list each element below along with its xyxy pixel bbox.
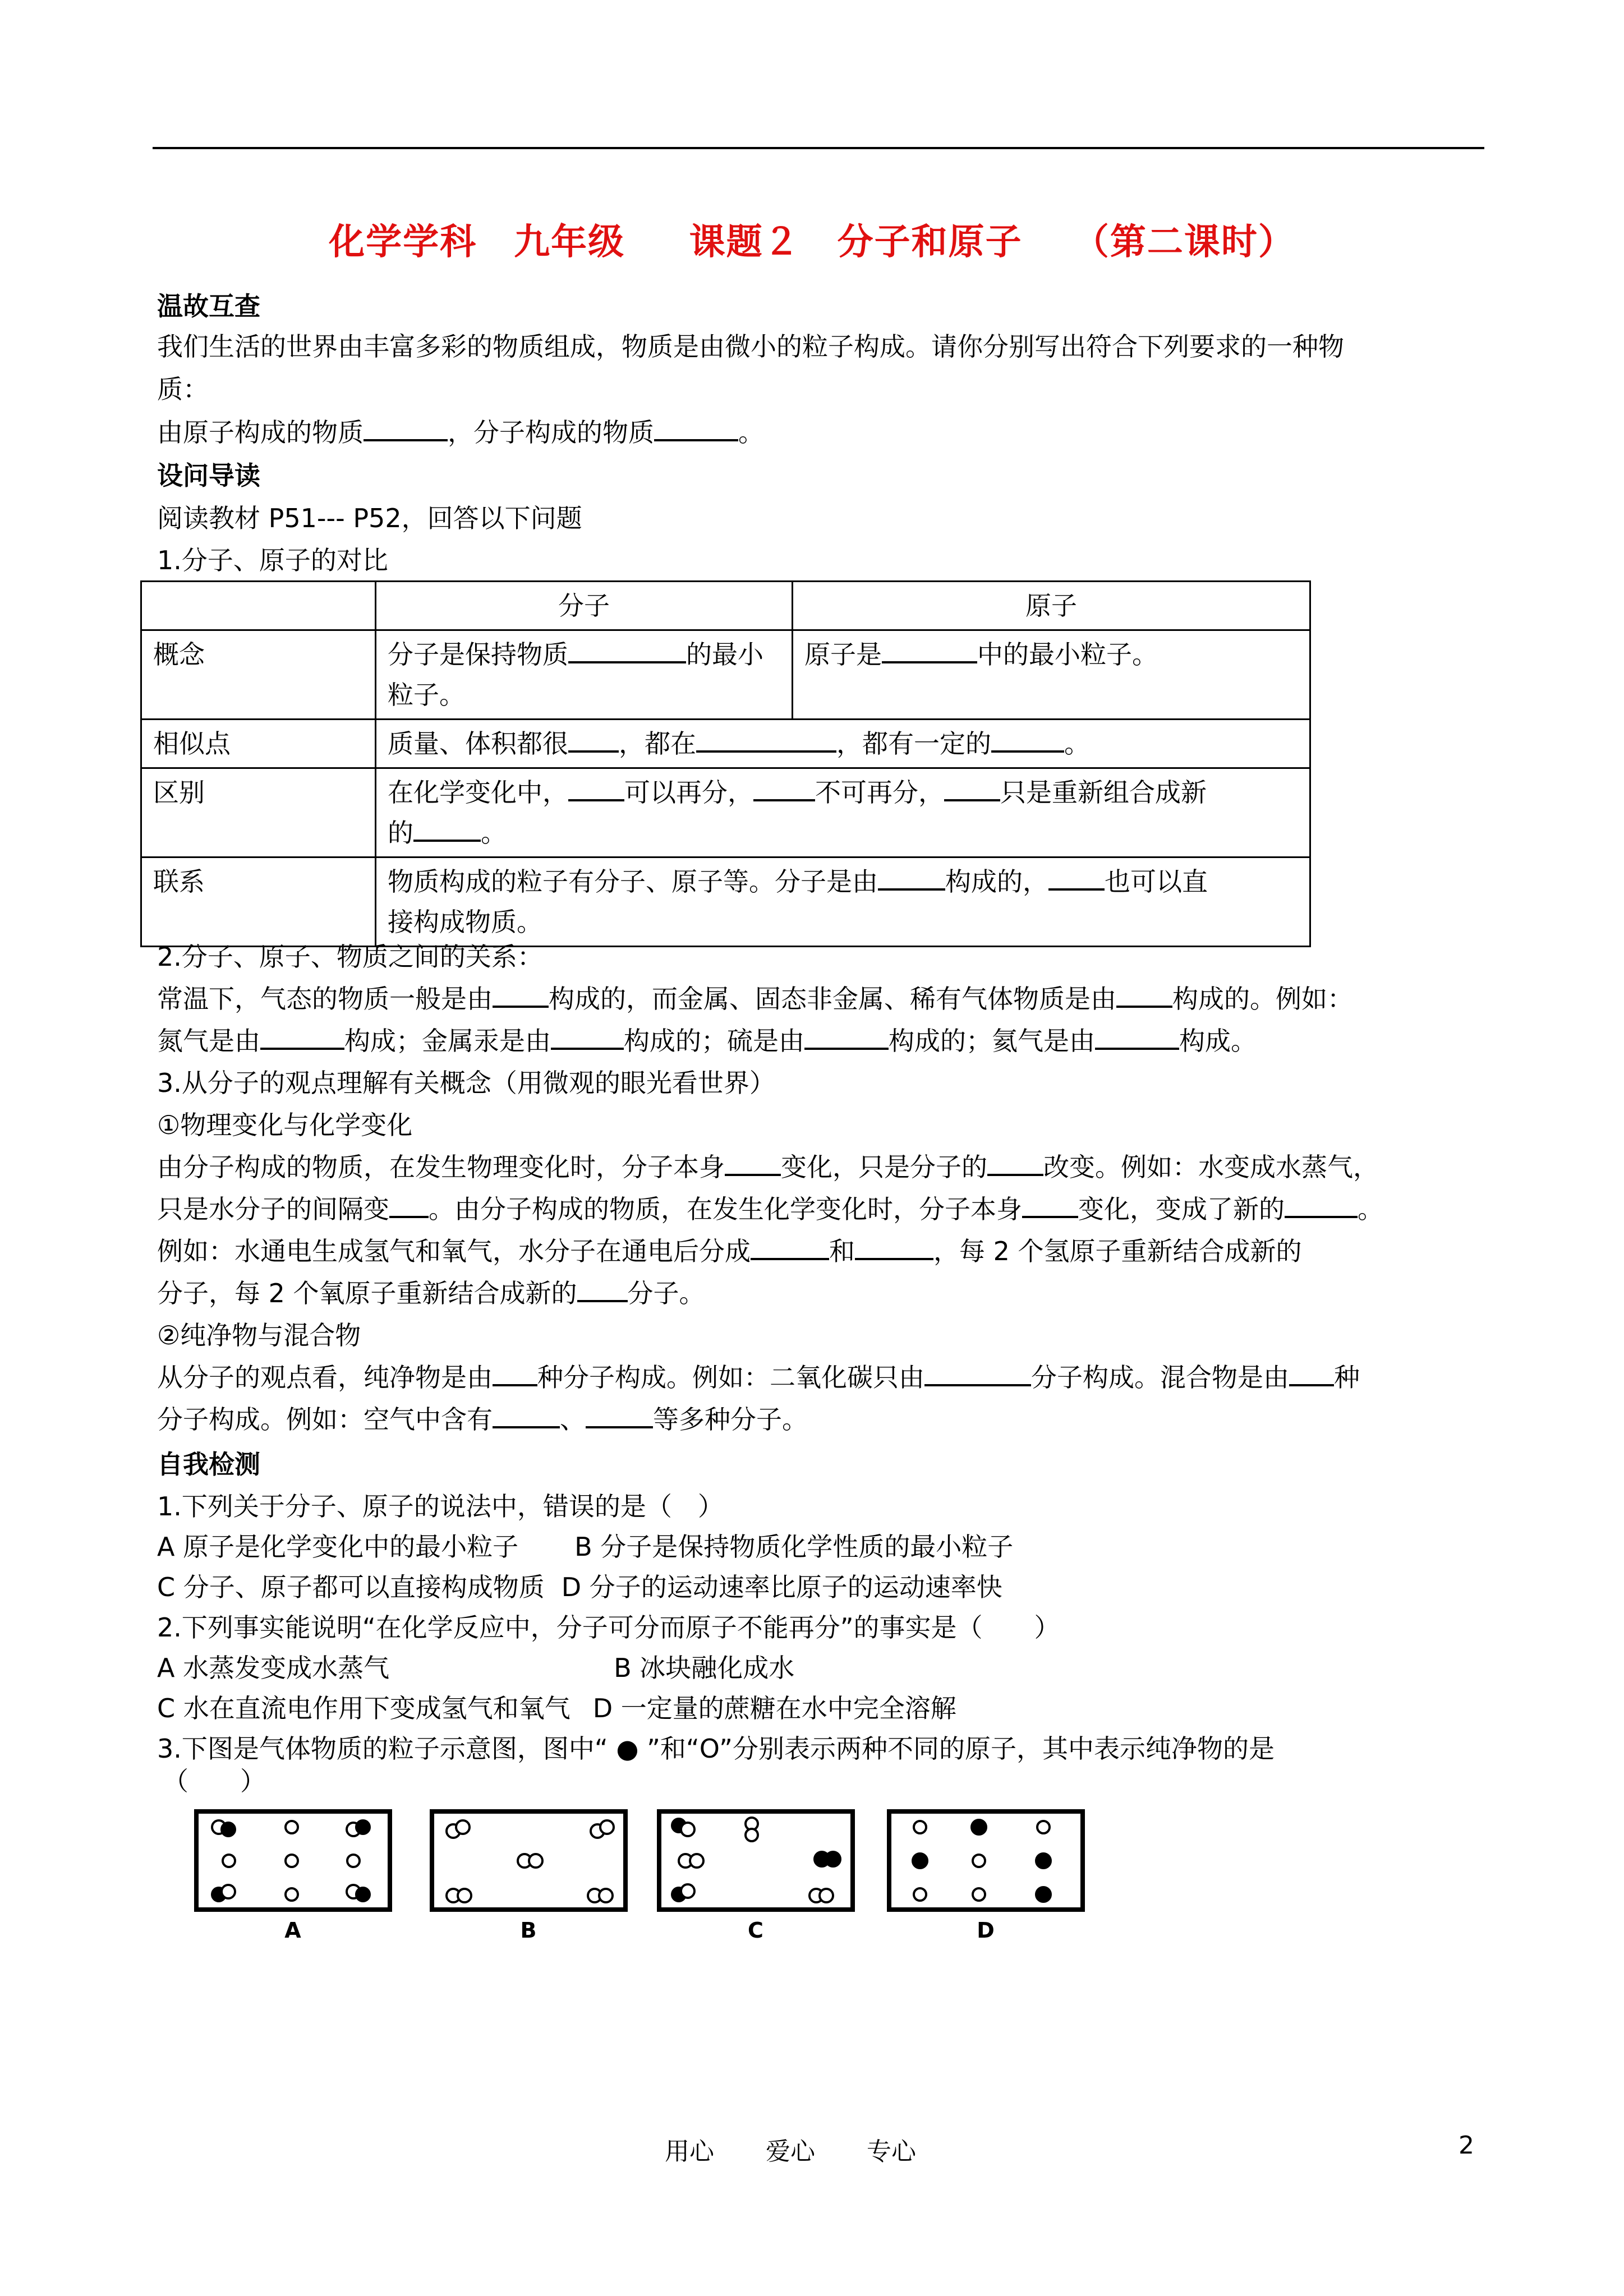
review-text-1: 我们生活的世界由丰富多彩的物质组成，物质是由微小的粒子构成。请你分别写出符合下列要求的一种物 <box>157 331 1344 362</box>
text: 例如：水通电生成氢气和氧气，水分子在通电后分成 <box>157 1236 751 1266</box>
answer-blank[interactable] <box>725 1151 781 1176</box>
answer-blank[interactable] <box>364 417 448 441</box>
text: 种分子构成。例如：二氧化碳只由 <box>537 1362 924 1393</box>
q2-line-2 <box>157 1021 1257 1061</box>
answer-blank[interactable] <box>753 777 815 801</box>
text: 构成的，而金属、固态非金属、稀有气体物质是由 <box>549 984 1116 1014</box>
figure-label-d: D <box>977 1918 995 1943</box>
option-d[interactable]: D 一定量的蔗糖在水中完全溶解 <box>592 1693 956 1723</box>
text: 。 <box>1064 729 1090 759</box>
test-2-question: 2.下列事实能说明“在化学反应中，分子可分而原子不能再分”的事实是（ ） <box>157 1612 1060 1643</box>
comparison-table <box>140 580 1311 947</box>
answer-blank[interactable] <box>882 639 977 663</box>
figure-label-b: B <box>520 1918 537 1943</box>
answer-blank[interactable] <box>804 1025 889 1050</box>
answer-blank[interactable] <box>413 817 481 842</box>
answer-blank[interactable] <box>1116 983 1172 1008</box>
text: 构成的。例如： <box>1172 984 1353 1014</box>
q3-line-2 <box>157 1189 1383 1229</box>
text: 。 <box>481 818 507 848</box>
text: 原子是 <box>804 639 882 670</box>
row-label-similar: 相似点 <box>141 720 376 768</box>
answer-blank[interactable] <box>586 1404 653 1428</box>
figure-label-a: A <box>284 1918 301 1943</box>
text: 的 <box>388 818 413 848</box>
text: 只是水分子的间隔变 <box>157 1194 389 1224</box>
row-label-diff: 区别 <box>141 768 376 857</box>
text: 中的最小粒子。 <box>977 639 1158 670</box>
text: 只是重新组合成新 <box>1000 777 1207 808</box>
option-c[interactable]: C 分子、原子都可以直接构成物质 <box>157 1572 545 1602</box>
test-1-options-ab <box>157 1527 1013 1567</box>
answer-blank[interactable] <box>991 728 1064 753</box>
answer-blank[interactable] <box>924 1362 1031 1386</box>
text: 在化学变化中， <box>388 777 568 808</box>
text: 分子构成。例如：空气中含有 <box>157 1404 493 1435</box>
footer-word-2: 爱心 <box>766 2137 815 2166</box>
answer-blank[interactable] <box>577 1278 628 1302</box>
text: 粒子。 <box>388 680 465 710</box>
answer-blank[interactable] <box>493 1362 537 1386</box>
table-cell <box>376 768 1310 857</box>
figure-label-c: C <box>748 1918 763 1943</box>
text: ，都有一定的 <box>836 729 991 759</box>
text: 也可以直 <box>1105 866 1208 897</box>
answer-blank[interactable] <box>696 728 836 753</box>
answer-blank[interactable] <box>878 866 945 891</box>
answer-blank[interactable] <box>1048 866 1105 891</box>
text: 构成。 <box>1179 1026 1257 1056</box>
table-cell <box>376 857 1310 947</box>
text: 。由分子构成的物质，在发生化学变化时，分子本身 <box>429 1194 1022 1224</box>
text: 、 <box>560 1404 586 1435</box>
table-row <box>141 720 1310 768</box>
answer-blank[interactable] <box>493 1404 560 1428</box>
q3-heading: 3.从分子的观点理解有关概念（用微观的眼光看世界） <box>157 1068 775 1098</box>
header-rule <box>153 147 1484 149</box>
text: 分子构成。混合物是由 <box>1031 1362 1289 1393</box>
q2-heading: 2.分子、原子、物质之间的关系： <box>157 942 543 972</box>
q3-sub-heading-2: ②纯净物与混合物 <box>157 1320 361 1350</box>
text: ，分子构成的物质 <box>448 417 654 448</box>
text: 不可再分， <box>815 777 944 808</box>
row-label-concept: 概念 <box>141 630 376 720</box>
text: 由原子构成的物质 <box>157 417 364 448</box>
option-a[interactable]: A 原子是化学变化中的最小粒子 <box>157 1532 519 1562</box>
row-label-link: 联系 <box>141 857 376 947</box>
q3-line-5 <box>157 1357 1360 1398</box>
text: 构成的；硫是由 <box>624 1026 804 1056</box>
option-c[interactable]: C 水在直流电作用下变成氢气和氧气 <box>157 1693 571 1723</box>
answer-blank[interactable] <box>855 1235 933 1260</box>
footer-word-3: 专心 <box>867 2137 916 2166</box>
table-cell <box>376 720 1310 768</box>
page-title: 化学学科 九年级 课题２ 分子和原子 （第二课时） <box>329 222 1295 263</box>
q3-sub-heading-1: ①物理变化与化学变化 <box>157 1110 413 1140</box>
option-a[interactable]: A 水蒸发变成水蒸气 <box>157 1653 390 1683</box>
review-question <box>157 412 764 453</box>
text: ，都在 <box>619 729 696 759</box>
text: 物质构成的粒子有分子、原子等。分子是由 <box>388 866 878 897</box>
table-header-molecule: 分子 <box>376 582 793 630</box>
table-row <box>141 630 1310 720</box>
option-b[interactable]: B 冰块融化成水 <box>614 1653 795 1683</box>
table-cell <box>793 630 1310 720</box>
option-d[interactable]: D 分子的运动速率比原子的运动速率快 <box>561 1572 1002 1602</box>
section-review-heading: 温故互查 <box>157 291 260 321</box>
text: 。 <box>1358 1194 1383 1224</box>
answer-blank[interactable] <box>568 728 619 753</box>
guide-read: 阅读教材 P51--- P52，回答以下问题 <box>157 503 582 533</box>
footer-word-1: 用心 <box>665 2137 714 2166</box>
table-row <box>141 582 1310 630</box>
section-guide-heading: 设问导读 <box>157 460 260 491</box>
answer-blank[interactable] <box>987 1151 1043 1176</box>
test-1-question: 1.下列关于分子、原子的说法中，错误的是（ ） <box>157 1491 724 1522</box>
answer-blank[interactable] <box>1095 1025 1179 1050</box>
answer-blank[interactable] <box>551 1025 624 1050</box>
answer-blank[interactable] <box>493 983 549 1008</box>
text: 和 <box>829 1236 855 1266</box>
text: 等多种分子。 <box>653 1404 808 1435</box>
answer-blank[interactable] <box>654 417 738 441</box>
text: 种 <box>1334 1362 1360 1393</box>
answer-blank[interactable] <box>568 639 686 663</box>
q1-heading: 1.分子、原子的对比 <box>157 545 388 575</box>
review-text-2: 质： <box>157 374 209 404</box>
q3-line-6 <box>157 1399 808 1440</box>
q3-line-1 <box>157 1147 1379 1187</box>
table-row <box>141 857 1310 947</box>
text: 分子，每 2 个氧原子重新结合成新的 <box>157 1278 577 1308</box>
answer-blank[interactable] <box>1022 1193 1078 1218</box>
table-cell <box>141 582 376 630</box>
text: 氮气是由 <box>157 1026 260 1056</box>
table-cell <box>376 630 793 720</box>
text: 构成的， <box>945 866 1048 897</box>
answer-blank[interactable] <box>260 1025 344 1050</box>
q3-line-4 <box>157 1273 705 1313</box>
text: 分子。 <box>627 1278 705 1308</box>
q3-line-3 <box>157 1231 1302 1271</box>
text: 可以再分， <box>624 777 753 808</box>
text: 变化，变成了新的 <box>1078 1194 1285 1224</box>
text: 的最小 <box>686 639 763 670</box>
answer-blank[interactable] <box>751 1235 829 1260</box>
answer-blank[interactable] <box>389 1193 429 1218</box>
text: 由分子构成的物质，在发生物理变化时，分子本身 <box>157 1152 725 1182</box>
test-1-options-cd <box>157 1567 1002 1607</box>
option-b[interactable]: B 分子是保持物质化学性质的最小粒子 <box>574 1532 1014 1562</box>
page-number: 2 <box>1459 2131 1474 2160</box>
test-2-options-ab <box>157 1648 794 1688</box>
test-3-question: 3.下图是气体物质的粒子示意图，图中“ ● ”和“O”分别表示两种不同的原子，其中表示纯净物的是 <box>157 1733 1275 1764</box>
table-row <box>141 768 1310 857</box>
q2-line-1 <box>157 979 1353 1019</box>
text: 构成的；氦气是由 <box>889 1026 1095 1056</box>
text: 从分子的观点看，纯净物是由 <box>157 1362 493 1393</box>
answer-blank[interactable] <box>944 777 1000 801</box>
text: 常温下，气态的物质一般是由 <box>157 984 493 1014</box>
text: 分子是保持物质 <box>388 639 568 670</box>
text: 变化，只是分子的 <box>781 1152 987 1182</box>
answer-blank[interactable] <box>1285 1193 1358 1218</box>
text: 。 <box>738 417 764 448</box>
section-self-check-heading: 自我检测 <box>157 1449 260 1479</box>
particle-diagram-figure <box>185 1800 1111 1946</box>
text: 质量、体积都很 <box>388 729 568 759</box>
answer-blank[interactable] <box>1289 1362 1334 1386</box>
text: 改变。例如：水变成水蒸气， <box>1043 1152 1379 1182</box>
answer-blank[interactable] <box>568 777 624 801</box>
test-3-answer-paren: （ ） <box>163 1766 266 1796</box>
table-header-atom: 原子 <box>793 582 1310 630</box>
text: 构成；金属汞是由 <box>344 1026 551 1056</box>
text: ，每 2 个氢原子重新结合成新的 <box>933 1236 1302 1266</box>
text: 接构成物质。 <box>388 907 542 937</box>
test-2-options-cd <box>157 1688 956 1728</box>
